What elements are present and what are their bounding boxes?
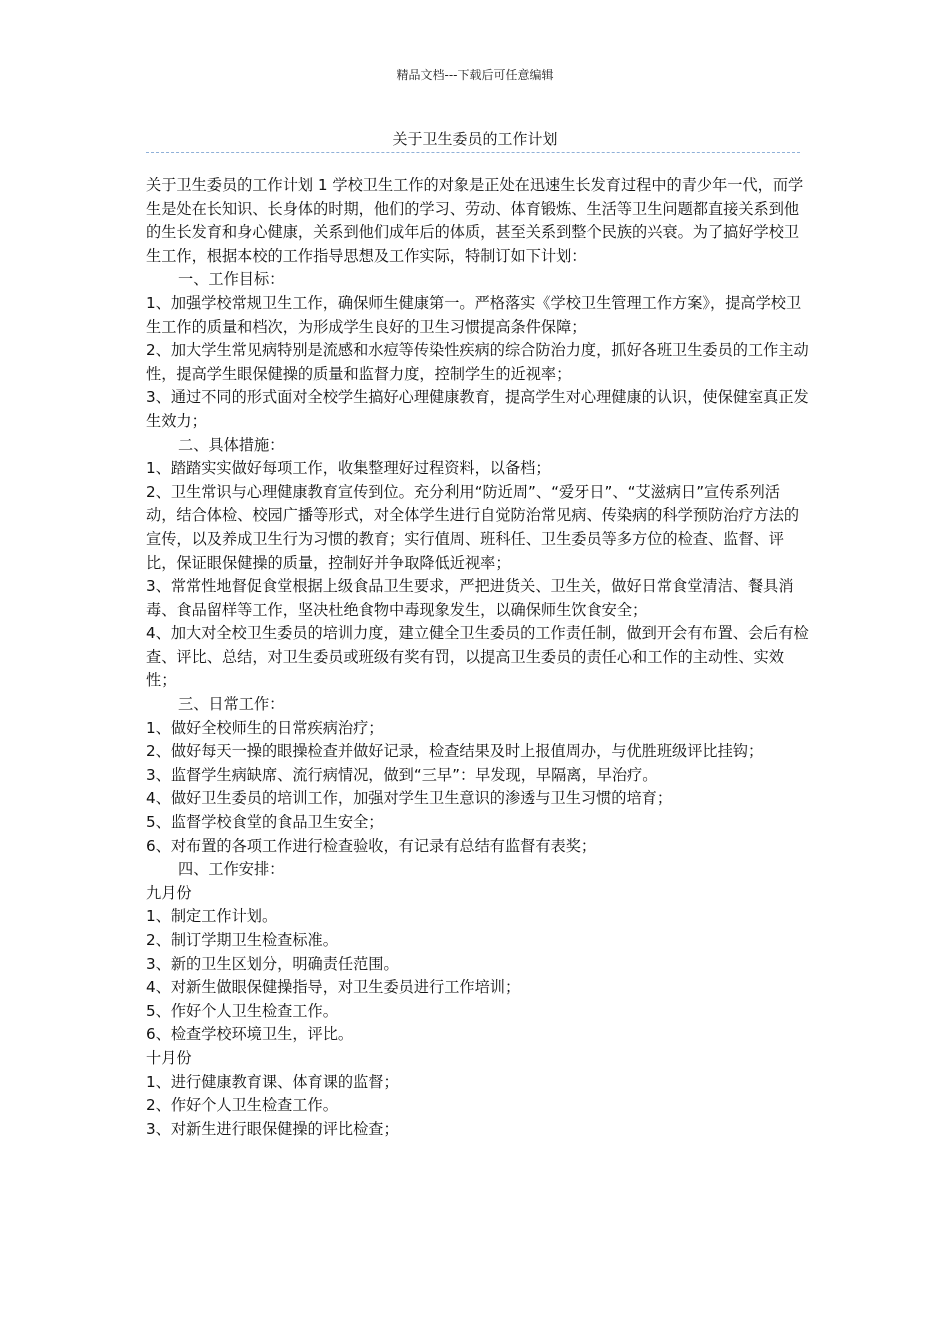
list-item: 2、卫生常识与心理健康教育宣传到位。充分利用“防近周”、“爱牙日”、“艾滋病日”宣传系列活动，结合体检、校园广播等形式，对全体学生进行自觉防治常见病、传染病的科学预防治疗方法的宣传，以及养成卫生行为习惯的教育；实行值周、班科任、卫生委员等多方位的检查、监督、评比，保证眼保健操的质量，控制好并争取降低近视率； — [146, 482, 800, 572]
list-item: 4、做好卫生委员的培训工作，加强对学生卫生意识的渗透与卫生习惯的培育； — [146, 789, 673, 808]
list-item: 2、制订学期卫生检查标准。 — [146, 931, 338, 949]
list-item: 3、对新生进行眼保健操的评比检查； — [146, 1119, 399, 1138]
list-item: 3、常常性地督促食堂根据上级食品卫生要求，严把进货关、卫生关，做好日常食堂清洁、餐具消毒、食品留样等工作，坚决杜绝食物中毒现象发生，以确保师生饮食安全； — [146, 577, 794, 619]
list-item: 1、做好全校师生的日常疾病治疗； — [146, 718, 384, 737]
list-item: 1、进行健康教育课、体育课的监督； — [146, 1072, 399, 1091]
list-item: 1、加强学校常规卫生工作，确保师生健康第一。严格落实《学校卫生管理工作方案》，提高学校卫生工作的质量和档次，为形成学生良好的卫生习惯提高条件保障； — [146, 293, 802, 336]
list-item: 1、制定工作计划。 — [146, 907, 278, 926]
section-heading-measures: 二、具体措施： — [178, 435, 285, 454]
list-item: 3、新的卫生区划分，明确责任范围。 — [146, 954, 399, 973]
list-item: 2、作好个人卫生检查工作。 — [146, 1096, 338, 1115]
list-item: 4、对新生做眼保健操指导，对卫生委员进行工作培训； — [146, 978, 521, 997]
document-body — [146, 174, 810, 1141]
list-item: 1、踏踏实实做好每项工作，收集整理好过程资料，以备档； — [146, 459, 551, 478]
document-title: 关于卫生委员的工作计划 — [392, 130, 558, 148]
list-item: 6、检查学校环境卫生，评比。 — [146, 1025, 354, 1044]
list-item: 2、加大学生常见病特别是流感和水痘等传染性疾病的综合防治力度，抓好各班卫生委员的工作主动性，提高学生眼保健操的质量和监督力度，控制学生的近视率； — [146, 341, 809, 383]
list-item: 5、作好个人卫生检查工作。 — [146, 1001, 338, 1020]
list-item: 2、做好每天一操的眼操检查并做好记录，检查结果及时上报值周办，与优胜班级评比挂钩； — [146, 742, 764, 761]
month-label-october: 十月份 — [146, 1048, 192, 1067]
list-item: 3、通过不同的形式面对全校学生搞好心理健康教育，提高学生对心理健康的认识，使保健室真正发生效力； — [146, 388, 809, 430]
section-heading-goals: 一、工作目标： — [178, 270, 285, 289]
list-item: 6、对布置的各项工作进行检查验收，有记录有总结有监督有表奖； — [146, 836, 597, 855]
section-heading-daily: 三、日常工作： — [178, 695, 285, 714]
list-item: 5、监督学校食堂的食品卫生安全； — [146, 813, 384, 832]
section-heading-schedule: 四、工作安排： — [178, 860, 285, 879]
month-label-september: 九月份 — [146, 883, 192, 902]
header-note: 精品文档---下载后可任意编辑 — [396, 68, 554, 82]
list-item: 4、加大对全校卫生委员的培训力度，建立健全卫生委员的工作责任制，做到开会有布置、会后有检查、评比、总结，对卫生委员或班级有奖有罚，以提高卫生委员的责任心和工作的主动性、实效性； — [146, 624, 809, 690]
list-item: 3、监督学生病缺席、流行病情况，做到“三早”：早发现，早隔离，早治疗。 — [146, 765, 658, 784]
intro-paragraph: 关于卫生委员的工作计划 1 学校卫生工作的对象是正处在迅速生长发育过程中的青少年一代，而学生是处在长知识、长身体的时期，他们的学习、劳动、体育锻炼、生活等卫生问题都直接关系到他的生长发育和身心健康，关系到他们成年后的体质，甚至关系到整个民族的兴衰。为了搞好学校卫生工作，根据本校的工作指导思想及工作实际，特制订如下计划： — [146, 176, 804, 265]
title-divider — [146, 152, 800, 153]
